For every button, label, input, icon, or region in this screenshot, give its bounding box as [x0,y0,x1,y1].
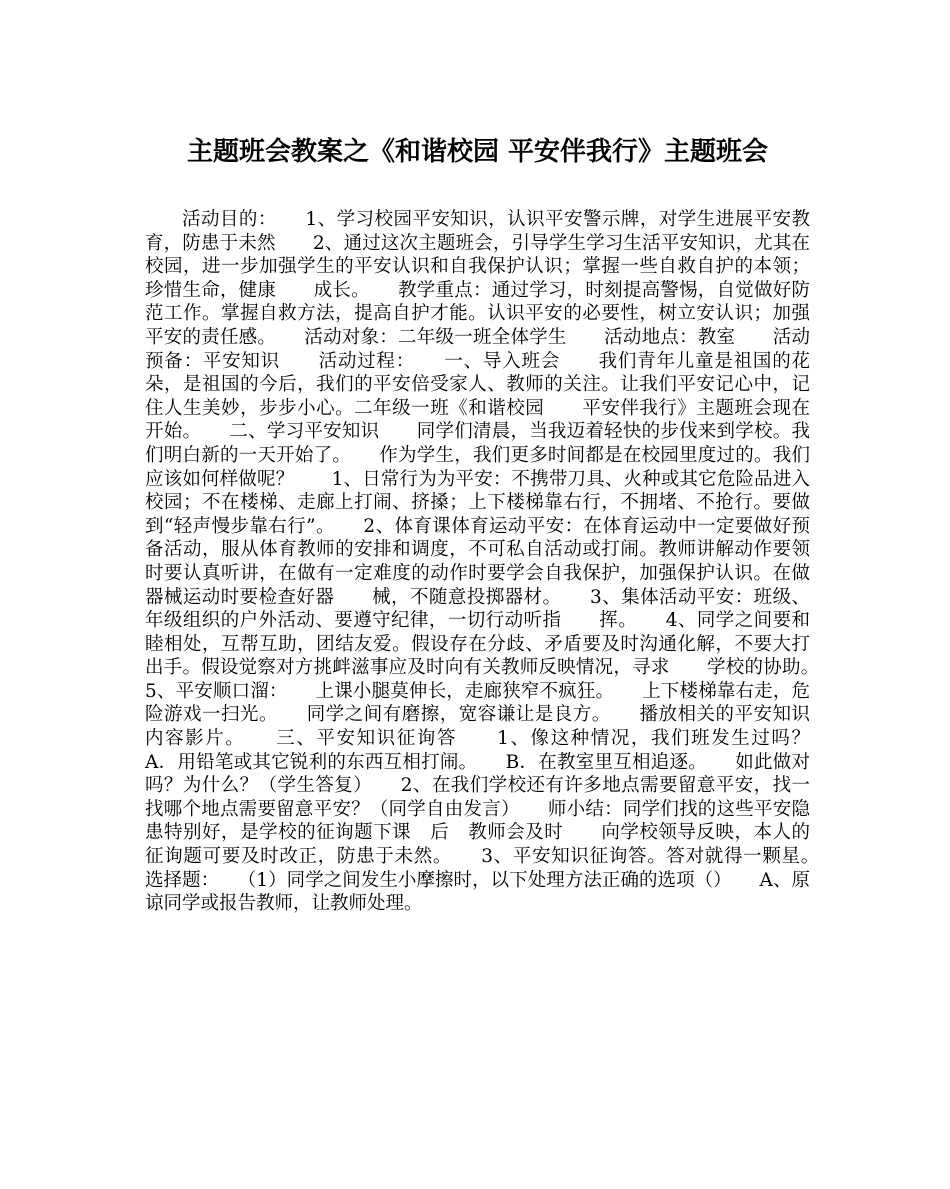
body-paragraph: 活动目的： 1、学习校园平安知识，认识平安警示牌，对学生进展平安教育，防患于未然 2、通过这次主题班会，引导学生学习生活平安知识，尤其在校园，进一步加强学生的平安认识和自我保护认识；掌握一些自救自护的本领；珍惜生命，健康 成长。 教学重点：通过学习，时刻提高警惕，自觉做好防范工作。掌握自救方法，提高自护才能。认识平安的必要性，树立安认识；加强平安的责任感。 活动对象：二年级一班全体学生 活动地点：教室 活动预备：平安知识 活动过程： 一、导入班会 我们青年儿童是祖国的花朵，是祖国的今后，我们的平安倍受家人、教师的关注。让我们平安记心中，记住人生美妙，步步小心。二年级一班《和谐校园 平安伴我行》主题班会现在开始。 二、学习平安知识 同学们清晨，当我迈着轻快的步伐来到学校。我们明白新的一天开始了。 作为学生，我们更多时间都是在校园里度过的。我们应该如何样做呢？ 1、日常行为为平安：不携带刀具、火种或其它危险品进入校园；不在楼梯、走廊上打闹、挤搡；上下楼梯靠右行，不拥堵、不抢行。要做到“轻声慢步靠右行”。 2、体育课体育运动平安：在体育运动中一定要做好预备活动，服从体育教师的安排和调度，不可私自活动或打闹。教师讲解动作要领时要认真听讲，在做有一定难度的动作时要学会自我保护，加强保护认识。在做器械运动时要检查好器 械，不随意投掷器材。 3、集体活动平安：班级、年级组织的户外活动、要遵守纪律，一切行动听指 挥。 4、同学之间要和睦相处，互帮互助，团结友爱。假设存在分歧、矛盾要及时沟通化解，不要大打出手。假设觉察对方挑衅滋事应及时向有关教师反映情况，寻求 学校的协助。 5、平安顺口溜： 上课小腿莫伸长，走廊狭窄不疯狂。 上下楼梯靠右走，危险游戏一扫光。 同学之间有磨擦，宽容谦让是良方。 播放相关的平安知识内容影片。 三、平安知识征询答 1、像这种情况，我们班发生过吗？ A．用铅笔或其它锐利的东西互相打闹。 B．在教室里互相追逐。 如此做对吗？为什么？（学生答复） 2、在我们学校还有许多地点需要留意平安，找一找哪个地点需要留意平安？（同学自由发言） 师小结：同学们找的这些平安隐患特别好，是学校的征询题下课 后 教师会及时 向学校领导反映，本人的征询题可要及时改正，防患于未然。 3、平安知识征询答。答对就得一颗星。 选择题： （1）同学之间发生小摩擦时，以下处理方法正确的选项（） A、原谅同学或报告教师，让教师处理。 [145,209,848,915]
page-title: 主题班会教案之《和谐校园 平安伴我行》主题班会 [186,137,769,167]
